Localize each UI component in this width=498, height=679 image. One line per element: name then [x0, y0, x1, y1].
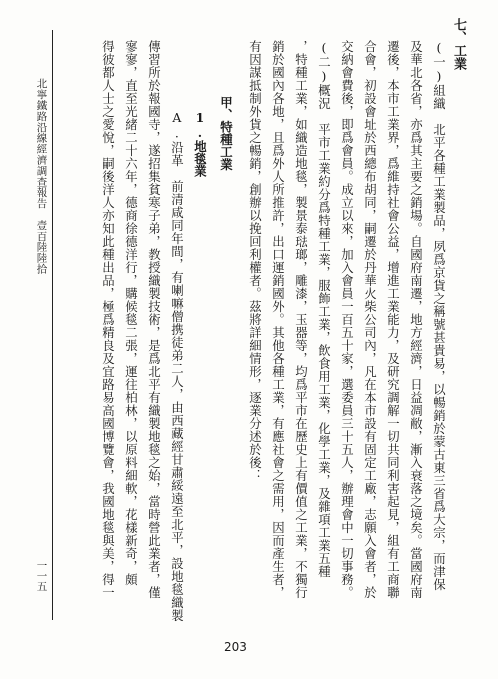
paragraph-line: 得彼都人士之愛悅，嗣後洋人亦知此種出品，極爲精良及宜路易高國博覽會，我國地毯與美，得一 — [100, 40, 116, 599]
subsection-heading: 1.地毯業 — [192, 110, 208, 178]
page-number: 203 — [224, 640, 247, 654]
paragraph-line: (一)組織 北平各種工業製品，夙爲京貨之稱號甚貴易，以暢銷於蒙古東三省爲大宗，而津保 — [431, 40, 447, 592]
paragraph-line: 及華北各省，亦爲其主要之銷場。自國府南遷，地方經濟，日益凋敝，漸入衰落之境矣。當國府南 — [408, 40, 424, 599]
paragraph-line: 銷於國內各地，且爲外人所推許，出口運銷國外。其他各種工業，有應社會之需用，因而產生者， — [270, 40, 286, 599]
paragraph-line: 有因謀抵制外貨之暢銷，創辦以挽回利權者。茲將詳細情形，逐業分述於後： — [247, 40, 263, 482]
paragraph-line: 寥寥，直至光緒二十六年，德商徐德洋行，購候毯二張，運往柏林，以原料細軟，花樣新奇，頗 — [123, 40, 139, 586]
paragraph-line: 遷後，本市工業界，爲維持社會公益，增進工業能力，及研究調解一切共同利害起見，組有工商聯 — [385, 40, 401, 599]
paragraph-line: ，特種工業，如織造地毯，製景泰琺瑯，雕漆，玉器等，均爲平市在歷史上有價值之工業，不獨行 — [293, 40, 309, 599]
paragraph-line: (二)概況 平市工業約分爲特種工業，服飾工業，飲食用工業，化學工業，及雜項工業五種 — [316, 40, 332, 579]
paragraph-line: A.沿革 前清咸同年間，有喇嘛僧携徒弟二人，由西藏經甘肅綏遠至北平，設地毯織製 — [169, 110, 185, 623]
paragraph-line: 合會，初設會址於西總布胡同，嗣遷於丹華火柴公司內，凡在本市設有固定工廠，志願入會者，於 — [362, 40, 378, 599]
footer-rule — [52, 30, 53, 620]
side-page-number: 一一五 — [35, 560, 48, 592]
subsection-heading: 甲、特種工業 — [218, 96, 234, 171]
paragraph-line: 傳習所於報國寺，遂招集貧寒子弟，教授織製技術，是爲北平有織製地毯之始，當時營此業者，僅 — [146, 40, 162, 599]
section-heading: 七、工業 — [451, 18, 466, 70]
running-footer: 北寧鐵路沿線經濟調查報告 壹百陸陸拾 — [35, 78, 48, 275]
paragraph-line: 交納會費後，即爲會員。成立以來，加入會員一百五十家，選委員三十五人，辦理會中一切事務。 — [339, 40, 355, 599]
